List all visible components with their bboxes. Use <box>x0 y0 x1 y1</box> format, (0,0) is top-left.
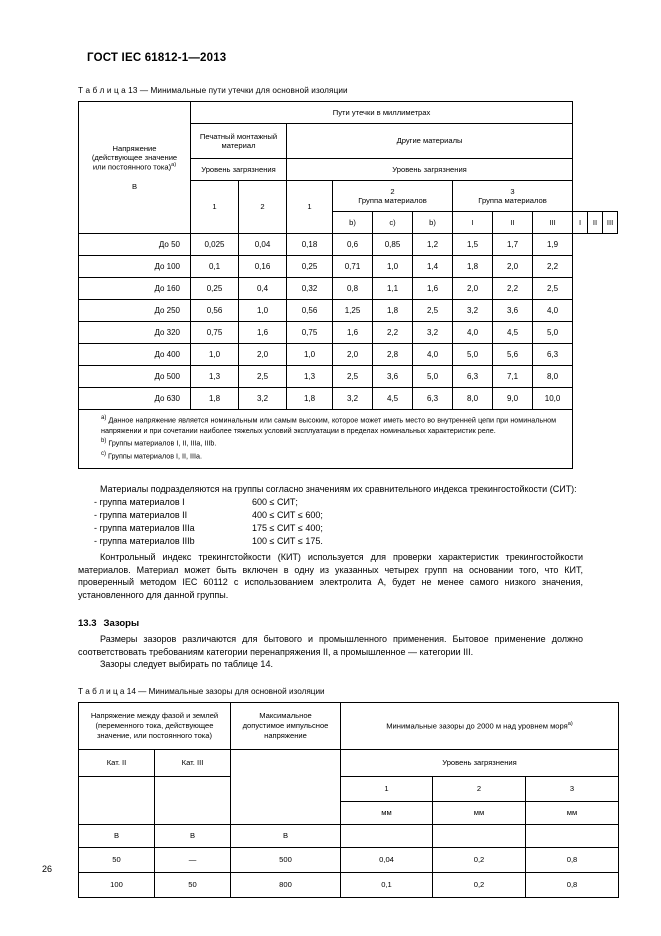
t14-col2-line2: допустимое импульсное <box>242 721 329 731</box>
paragraph-materials: Материалы подразделяются на группы согласно значениям их сравнительного индекса трекингостойкости (СИТ): <box>100 483 577 494</box>
cell: 2,0 <box>493 256 533 278</box>
table13-notes <box>79 410 572 468</box>
table-row <box>79 278 618 300</box>
cell: 4,0 <box>533 300 573 322</box>
table13-printed-level2: 2 <box>239 181 287 234</box>
cell: 0,75 <box>287 322 333 344</box>
group-name: - группа материалов II <box>94 509 188 520</box>
cell: 8,0 <box>533 366 573 388</box>
cell: 2,8 <box>373 344 413 366</box>
table13-others-header: Другие материалы <box>287 124 573 159</box>
cell: 5,0 <box>533 322 573 344</box>
table14-unit-v-1: В <box>79 825 155 848</box>
table14-level-3: 3 <box>526 777 619 802</box>
cell: 3,2 <box>333 388 373 410</box>
cell: 4,0 <box>413 344 453 366</box>
table-row <box>79 234 618 256</box>
list-item <box>94 535 619 548</box>
t14-col2-line1: Максимальное <box>259 711 312 721</box>
cell: — <box>155 848 231 873</box>
cell: 3,6 <box>373 366 413 388</box>
note-a-mark: a) <box>101 415 107 421</box>
table14-unit-blank-2 <box>433 825 526 848</box>
table13-printed-level1: 1 <box>191 181 239 234</box>
table-row <box>79 300 618 322</box>
table14-cat2-header: Кат. II <box>79 750 155 777</box>
table13-caption: Т а б л и ц а 13 — Минимальные пути утечки для основной изоляции <box>78 86 348 95</box>
cell: 1,4 <box>413 256 453 278</box>
paragraph-clearances: Размеры зазоров различаются для бытового и промышленного применения. Бытовое применение должно соответствовать требованиям категории перенапряжения II, а промышленное — категории III. <box>78 633 583 657</box>
table14-pollution-header: Уровень загрязнения <box>341 750 619 777</box>
cell: 0,8 <box>333 278 373 300</box>
cell: 2,0 <box>453 278 493 300</box>
cell: 1,8 <box>373 300 413 322</box>
table-row <box>79 366 618 388</box>
note-b-text: Группы материалов I, II, IIIa, IIIb. <box>106 438 217 448</box>
cell: 50 <box>79 848 155 873</box>
row-label: До 160 <box>79 278 191 300</box>
note-a <box>101 414 556 436</box>
voltage-unit: В <box>131 181 138 191</box>
table13-group2-I: I <box>453 212 493 234</box>
table-row <box>79 256 618 278</box>
cell: 1,0 <box>287 344 333 366</box>
cell: 3,2 <box>453 300 493 322</box>
cell: 0,1 <box>341 873 433 898</box>
cell: 6,3 <box>533 344 573 366</box>
group-name: - группа материалов IIIa <box>94 522 195 533</box>
cell: 4,5 <box>493 322 533 344</box>
table-14 <box>78 702 619 898</box>
table14-unit-blank-1 <box>341 825 433 848</box>
group-value: 100 ≤ СИТ ≤ 175. <box>252 535 323 546</box>
voltage-label-line2: (действующее значение <box>91 153 178 162</box>
cell: 0,75 <box>191 322 239 344</box>
cell: 0,8 <box>526 873 619 898</box>
table-row <box>79 873 619 898</box>
cell: 5,0 <box>453 344 493 366</box>
level2-group-label: Группа материалов <box>358 196 427 205</box>
table14-unit-mm-1: мм <box>341 802 433 825</box>
voltage-label-line3: или постоянного тока) <box>92 163 172 173</box>
note-a-text: Данное напряжение является номинальным или самым высоким, которое может иметь место во внутренней цепи при номинальном напряжении и при сочетании наиболее тяжелых условий эксплуатации в пределах номинальных характеристик реле. <box>101 415 557 435</box>
cell: 1,6 <box>333 322 373 344</box>
table13-others-level3 <box>453 181 573 212</box>
page-header: ГОСТ IEC 61812-1—2013 <box>87 52 227 64</box>
cell: 0,6 <box>333 234 373 256</box>
cell: 2,0 <box>333 344 373 366</box>
table14-unit-mm-3: мм <box>526 802 619 825</box>
cell: 7,1 <box>493 366 533 388</box>
group-value: 175 ≤ СИТ ≤ 400; <box>252 522 323 533</box>
cell: 50 <box>155 873 231 898</box>
list-item <box>94 522 619 535</box>
section-title: Зазоры <box>103 617 140 629</box>
table14-clearances-header <box>341 703 619 750</box>
group-name: - группа материалов I <box>94 496 185 507</box>
cell: 3,2 <box>239 388 287 410</box>
cell: 8,0 <box>453 388 493 410</box>
paragraph-choose-table14: Зазоры следует выбирать по таблице 14. <box>100 659 273 670</box>
table14-voltage-header <box>79 703 231 750</box>
cell: 0,25 <box>191 278 239 300</box>
table14-unit-blank-3 <box>526 825 619 848</box>
table13-note-b-2: b) <box>413 212 453 234</box>
table-row <box>79 388 618 410</box>
row-label: До 320 <box>79 322 191 344</box>
cell: 5,0 <box>413 366 453 388</box>
table14-impulse-blank <box>231 750 341 825</box>
note-c-mark: c) <box>101 451 106 458</box>
table13-group2-II: II <box>493 212 533 234</box>
group-value: 400 ≤ СИТ ≤ 600; <box>252 509 323 520</box>
cell: 0,25 <box>287 256 333 278</box>
cell: 2,5 <box>533 278 573 300</box>
table13-group3-III: III <box>603 212 618 234</box>
table13-voltage-header <box>79 102 191 234</box>
cell: 2,2 <box>493 278 533 300</box>
cell: 0,85 <box>373 234 413 256</box>
cell: 1,25 <box>333 300 373 322</box>
cell: 1,5 <box>453 234 493 256</box>
cell: 0,2 <box>433 873 526 898</box>
table14-unit-v-2: В <box>155 825 231 848</box>
level3-number: 3 <box>510 186 515 196</box>
table14-impulse-header <box>231 703 341 750</box>
row-label: До 250 <box>79 300 191 322</box>
cell: 1,1 <box>373 278 413 300</box>
group-name: - группа материалов IIIb <box>94 535 195 546</box>
note-b <box>101 437 556 449</box>
cell: 1,6 <box>239 322 287 344</box>
cell: 1,0 <box>191 344 239 366</box>
t14-col1-line2: (переменного тока, действующее <box>95 721 214 731</box>
t14-col1-line1: Напряжение между фазой и землей <box>90 711 219 721</box>
voltage-label-line1: Напряжение <box>112 143 157 153</box>
level3-group-label: Группа материалов <box>478 196 547 205</box>
cell: 0,32 <box>287 278 333 300</box>
table13-others-level2 <box>333 181 453 212</box>
cell: 1,6 <box>413 278 453 300</box>
cell: 4,0 <box>453 322 493 344</box>
cell: 800 <box>231 873 341 898</box>
table13-note-b-1: b) <box>333 212 373 234</box>
cell: 3,6 <box>493 300 533 322</box>
table13-group2-III: III <box>533 212 573 234</box>
cell: 0,025 <box>191 234 239 256</box>
cell: 2,5 <box>413 300 453 322</box>
table13-pollution-printed: Уровень загрязнения <box>191 159 287 181</box>
cell: 1,0 <box>239 300 287 322</box>
row-label: До 630 <box>79 388 191 410</box>
cell: 1,9 <box>533 234 573 256</box>
cell: 0,8 <box>526 848 619 873</box>
group-value: 600 ≤ СИТ; <box>252 496 298 507</box>
table-row <box>79 848 619 873</box>
table14-cat3-header: Кат. III <box>155 750 231 777</box>
cell: 1,7 <box>493 234 533 256</box>
list-item <box>94 496 619 509</box>
table-row <box>79 344 618 366</box>
cell: 6,3 <box>453 366 493 388</box>
table14-cat3-blank <box>155 777 231 825</box>
table14-level-2: 2 <box>433 777 526 802</box>
t14-col3-text: Минимальные зазоры до 2000 м над уровнем моря <box>386 721 568 731</box>
cell: 1,0 <box>373 256 413 278</box>
cell: 0,16 <box>239 256 287 278</box>
table13-pollution-others: Уровень загрязнения <box>287 159 573 181</box>
cell: 2,2 <box>373 322 413 344</box>
table14-unit-mm-2: мм <box>433 802 526 825</box>
voltage-note-ref: а) <box>171 162 177 169</box>
cell: 1,8 <box>453 256 493 278</box>
cell: 4,5 <box>373 388 413 410</box>
table13-others-level1: 1 <box>287 181 333 234</box>
note-c <box>101 450 556 462</box>
table13-group3-II: II <box>588 212 603 234</box>
cell: 500 <box>231 848 341 873</box>
table13-notes-cell <box>79 410 573 469</box>
cell: 0,56 <box>287 300 333 322</box>
cell: 1,8 <box>287 388 333 410</box>
t14-col3-note-ref: а) <box>567 721 573 728</box>
cell: 0,18 <box>287 234 333 256</box>
row-label: До 100 <box>79 256 191 278</box>
cell: 1,2 <box>413 234 453 256</box>
cell: 2,5 <box>333 366 373 388</box>
table-row <box>79 322 618 344</box>
page-number: 26 <box>42 864 53 874</box>
row-label: До 400 <box>79 344 191 366</box>
cell: 3,2 <box>413 322 453 344</box>
cell: 6,3 <box>413 388 453 410</box>
cell: 9,0 <box>493 388 533 410</box>
row-label: До 50 <box>79 234 191 256</box>
cell: 1,3 <box>287 366 333 388</box>
note-c-text: Группы материалов I, II, IIIa. <box>106 451 202 461</box>
level2-number: 2 <box>390 186 395 196</box>
material-groups-list <box>94 496 619 548</box>
table13-printed-header: Печатный монтажный материал <box>191 124 287 159</box>
cell: 2,5 <box>239 366 287 388</box>
table14-cat2-blank <box>79 777 155 825</box>
cell: 0,2 <box>433 848 526 873</box>
table14-level-1: 1 <box>341 777 433 802</box>
cell: 0,4 <box>239 278 287 300</box>
t14-col2-line3: напряжение <box>264 731 307 741</box>
row-label: До 500 <box>79 366 191 388</box>
cell: 5,6 <box>493 344 533 366</box>
t14-col1-line3: значение, или постоянного тока) <box>96 731 213 741</box>
list-item <box>94 509 619 522</box>
cell: 2,2 <box>533 256 573 278</box>
table13-span-all: Пути утечки в миллиметрах <box>191 102 573 124</box>
table-13 <box>78 101 618 469</box>
table14-caption: Т а б л и ц а 14 — Минимальные зазоры для основной изоляции <box>78 687 325 697</box>
cell: 0,1 <box>191 256 239 278</box>
cell: 100 <box>79 873 155 898</box>
section-number: 13.3 <box>78 617 97 629</box>
cell: 1,3 <box>191 366 239 388</box>
table13-group3-I: I <box>573 212 588 234</box>
table14-unit-v-3: В <box>231 825 341 848</box>
cell: 0,04 <box>239 234 287 256</box>
cell: 1,8 <box>191 388 239 410</box>
cell: 0,04 <box>341 848 433 873</box>
cell: 0,71 <box>333 256 373 278</box>
cell: 2,0 <box>239 344 287 366</box>
table13-note-c-1: c) <box>373 212 413 234</box>
paragraph-kit: Контрольный индекс трекингстойкости (КИТ) используется для проверки характеристик трекингостойкости материалов. Материал может быть включен в одну из указанных четырех групп на основании того, что КИТ, проверенный методом IEC 60112 с использованием электролита А, будет не менее самого низкого значения, установленного для данной группы. <box>78 551 583 601</box>
note-b-mark: b) <box>101 438 107 445</box>
section-heading-13-3 <box>78 618 619 629</box>
cell: 10,0 <box>533 388 573 410</box>
cell: 0,56 <box>191 300 239 322</box>
